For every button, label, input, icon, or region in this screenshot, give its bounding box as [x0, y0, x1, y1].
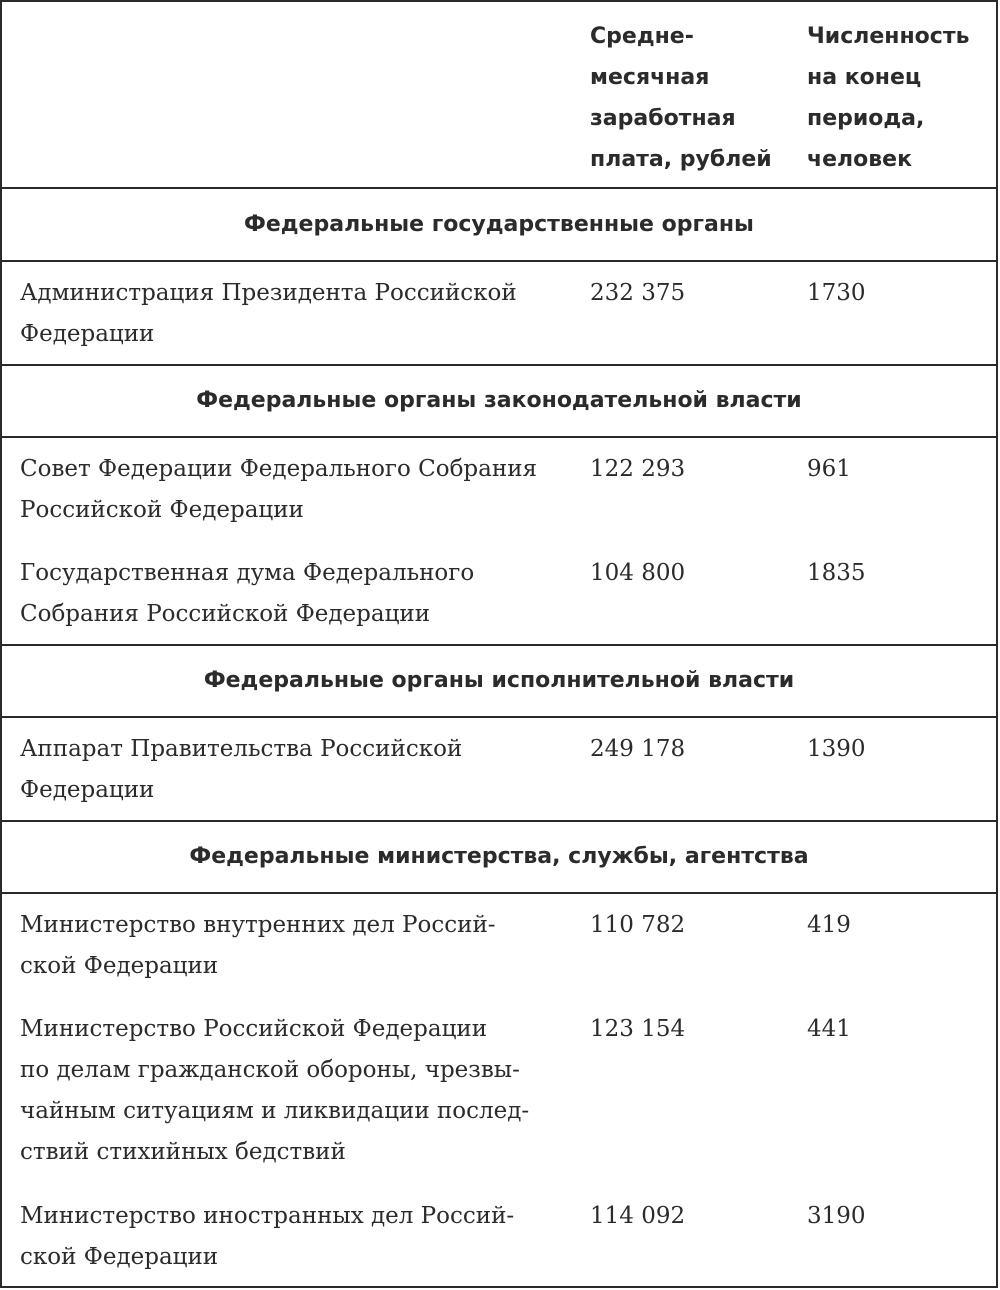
row-salary: 249 178	[590, 736, 686, 762]
row-salary: 110 782	[590, 912, 686, 938]
row-count: 961	[807, 456, 851, 482]
row-salary: 104 800	[590, 560, 686, 586]
row-count: 1390	[807, 736, 866, 762]
row-name: Министерство иностранных дел Россий- ской Федерации	[20, 1203, 515, 1270]
divider	[2, 820, 996, 822]
divider	[2, 716, 996, 718]
row-name: Совет Федерации Федерального Собрания Российской Федерации	[20, 456, 538, 523]
row-count: 419	[807, 912, 851, 938]
section-title: Федеральные государственные органы	[244, 212, 754, 237]
section-title: Федеральные органы законодательной власти	[196, 388, 802, 413]
header-count: Численность на конец периода, человек	[807, 24, 970, 172]
divider	[2, 892, 996, 894]
row-salary: 122 293	[590, 456, 686, 482]
divider	[2, 364, 996, 366]
row-salary: 232 375	[590, 280, 686, 306]
row-count: 3190	[807, 1203, 866, 1229]
section-title: Федеральные министерства, службы, агентства	[189, 844, 809, 869]
row-name: Администрация Президента Российской Федерации	[20, 280, 517, 347]
row-count: 1730	[807, 280, 866, 306]
row-name: Министерство Российской Федерации по делам гражданской обороны, чрезвы- чайным ситуациям и ликвидации послед- ствий стихийных бедствий	[20, 1016, 530, 1165]
divider	[2, 260, 996, 262]
header-salary: Средне- месячная заработная плата, рублей	[590, 24, 772, 172]
row-count: 1835	[807, 560, 866, 586]
row-salary: 114 092	[590, 1203, 686, 1229]
divider	[2, 187, 996, 189]
section-title: Федеральные органы исполнительной власти	[203, 668, 795, 693]
divider	[2, 644, 996, 646]
divider	[2, 436, 996, 438]
row-count: 441	[807, 1016, 851, 1042]
row-name: Аппарат Правительства Российской Федерации	[20, 736, 463, 803]
row-name: Государственная дума Федерального Собрания Российской Федерации	[20, 560, 475, 627]
row-name: Министерство внутренних дел Россий- ской Федерации	[20, 912, 496, 979]
row-salary: 123 154	[590, 1016, 686, 1042]
